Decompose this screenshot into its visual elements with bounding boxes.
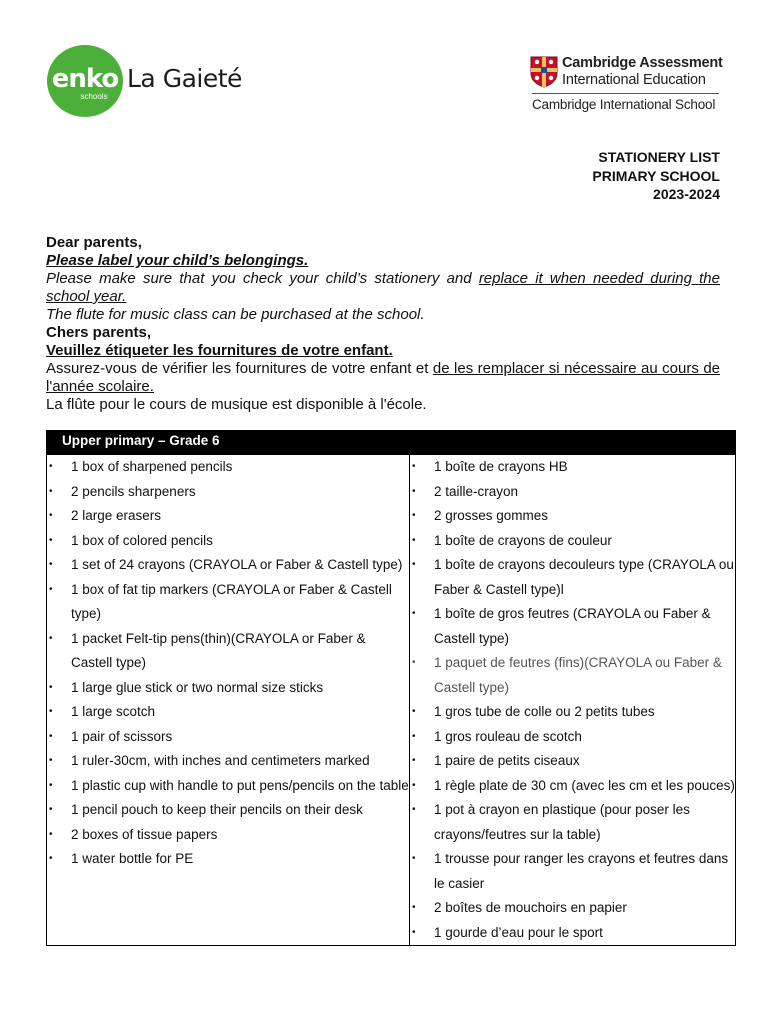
document-title — [592, 148, 720, 204]
check-note-en — [46, 270, 720, 306]
intro-text — [46, 234, 720, 414]
list-item: • 1 water bottle for PE — [47, 847, 409, 872]
list-item: • 1 box of fat tip markers (CRAYOLA or Faber & Castell type) — [47, 578, 409, 627]
bullet-icon: • — [49, 632, 53, 644]
list-item: • 2 grosses gommes — [410, 504, 735, 529]
list-item: • 1 gourde d’eau pour le sport — [410, 921, 735, 946]
list-item: • 1 plastic cup with handle to put pens/pencils on the table — [47, 774, 409, 799]
flute-note-fr: La flûte pour le cours de musique est disponible à l'école. — [46, 396, 427, 413]
cambridge-line-1: Cambridge Assessment — [562, 55, 723, 71]
list-item: • 1 box of colored pencils — [47, 529, 409, 554]
bullet-icon: • — [412, 534, 416, 546]
check-note-en-link: replace it when needed during the school year. — [46, 270, 720, 305]
list-item: • 2 taille-crayon — [410, 480, 735, 505]
stationery-table — [46, 430, 736, 946]
check-note-fr-prefix: Assurez-vous de vérifier les fournitures de votre enfant et — [46, 360, 433, 377]
list-item: • 1 large glue stick or two normal size sticks — [47, 676, 409, 701]
bullet-icon: • — [412, 559, 416, 570]
bullet-icon: • — [412, 608, 416, 619]
cambridge-crest-icon — [530, 56, 558, 88]
title-line-2: PRIMARY SCHOOL — [592, 167, 720, 184]
bullet-icon: • — [49, 804, 53, 815]
label-note-fr: Veuillez étiqueter les fournitures de votre enfant. — [46, 342, 393, 359]
flute-note-en: The flute for music class can be purchased at the school. — [46, 306, 425, 323]
title-line-3: 2023-2024 — [653, 186, 720, 202]
enko-logo — [47, 45, 242, 117]
enko-logo-circle — [47, 45, 123, 117]
list-item: • 1 boîte de crayons de couleur — [410, 529, 735, 554]
list-item: • 1 règle plate de 30 cm (avec les cm et les pouces) — [410, 774, 735, 799]
bullet-icon: • — [412, 510, 416, 521]
bullet-icon: • — [49, 510, 53, 521]
bullet-icon: • — [412, 706, 416, 717]
cambridge-divider — [532, 93, 719, 94]
bullet-icon: • — [412, 853, 416, 864]
greeting-en: Dear parents, — [46, 234, 142, 251]
bullet-icon: • — [49, 755, 53, 766]
bullet-icon: • — [412, 779, 416, 791]
list-item: • 1 gros tube de colle ou 2 petits tubes — [410, 700, 735, 725]
check-note-fr-link: de les remplacer si nécessaire au cours de l'année scolaire. — [46, 360, 720, 395]
french-column — [410, 455, 735, 945]
bullet-icon: • — [49, 681, 53, 693]
check-note-en-prefix: Please make sure that you check your child’s stationery and — [46, 270, 479, 287]
table-heading: Upper primary – Grade 6 — [47, 430, 735, 455]
cambridge-line-3: Cambridge International School — [532, 97, 716, 112]
list-item: • 1 boîte de crayons decouleurs type (CRAYOLA ou Faber & Castell type)l — [410, 553, 735, 602]
bullet-icon: • — [49, 779, 53, 791]
greeting-fr: Chers parents, — [46, 324, 152, 341]
bullet-icon: • — [412, 902, 416, 913]
list-item: • 2 pencils sharpeners — [47, 480, 409, 505]
cambridge-line-2: International Education — [562, 72, 706, 88]
bullet-icon: • — [412, 755, 416, 766]
bullet-icon: • — [49, 583, 53, 595]
list-item: • 1 large scotch — [47, 700, 409, 725]
bullet-icon: • — [412, 461, 416, 472]
bullet-icon: • — [412, 657, 416, 668]
list-item: • 1 pair of scissors — [47, 725, 409, 750]
school-name: La Gaieté — [127, 63, 242, 93]
list-item: • 1 set of 24 crayons (CRAYOLA or Faber & Castell type) — [47, 553, 409, 578]
bullet-icon: • — [49, 853, 53, 864]
bullet-icon: • — [412, 485, 416, 497]
list-item: • 1 pot à crayon en plastique (pour poser les crayons/feutres sur la table) — [410, 798, 735, 847]
list-item: • 1 ruler-30cm, with inches and centimeters marked — [47, 749, 409, 774]
enko-logo-word: enko — [51, 63, 119, 94]
list-item: • 1 pencil pouch to keep their pencils on their desk — [47, 798, 409, 823]
list-item: • 1 boîte de crayons HB — [410, 455, 735, 480]
list-item: • 2 boxes of tissue papers — [47, 823, 409, 848]
english-column — [47, 455, 410, 945]
list-item: • 1 boîte de gros feutres (CRAYOLA ou Faber & Castell type) — [410, 602, 735, 651]
bullet-icon: • — [412, 926, 416, 938]
bullet-icon: • — [49, 730, 53, 742]
list-item: • 2 boîtes de mouchoirs en papier — [410, 896, 735, 921]
bullet-icon: • — [49, 461, 53, 472]
list-item: • 1 paquet de feutres (fins)(CRAYOLA ou Faber & Castell type) — [410, 651, 735, 700]
label-note-en: Please label your child’s belongings. — [46, 252, 309, 269]
check-note-fr — [46, 360, 720, 396]
bullet-icon: • — [49, 706, 53, 717]
list-item: • 1 paire de petits ciseaux — [410, 749, 735, 774]
enko-logo-subtitle: schools — [80, 91, 108, 101]
bullet-icon: • — [49, 828, 53, 840]
bullet-icon: • — [412, 730, 416, 742]
bullet-icon: • — [49, 485, 53, 497]
list-item: • 1 box of sharpened pencils — [47, 455, 409, 480]
list-item: • 1 packet Felt-tip pens(thin)(CRAYOLA or Faber & Castell type) — [47, 627, 409, 676]
list-item: • 1 gros rouleau de scotch — [410, 725, 735, 750]
title-line-1: STATIONERY LIST — [598, 149, 720, 165]
bullet-icon: • — [49, 559, 53, 570]
list-item: • 2 large erasers — [47, 504, 409, 529]
bullet-icon: • — [49, 534, 53, 546]
bullet-icon: • — [412, 804, 416, 815]
list-item: • 1 trousse pour ranger les crayons et feutres dans le casier — [410, 847, 735, 896]
